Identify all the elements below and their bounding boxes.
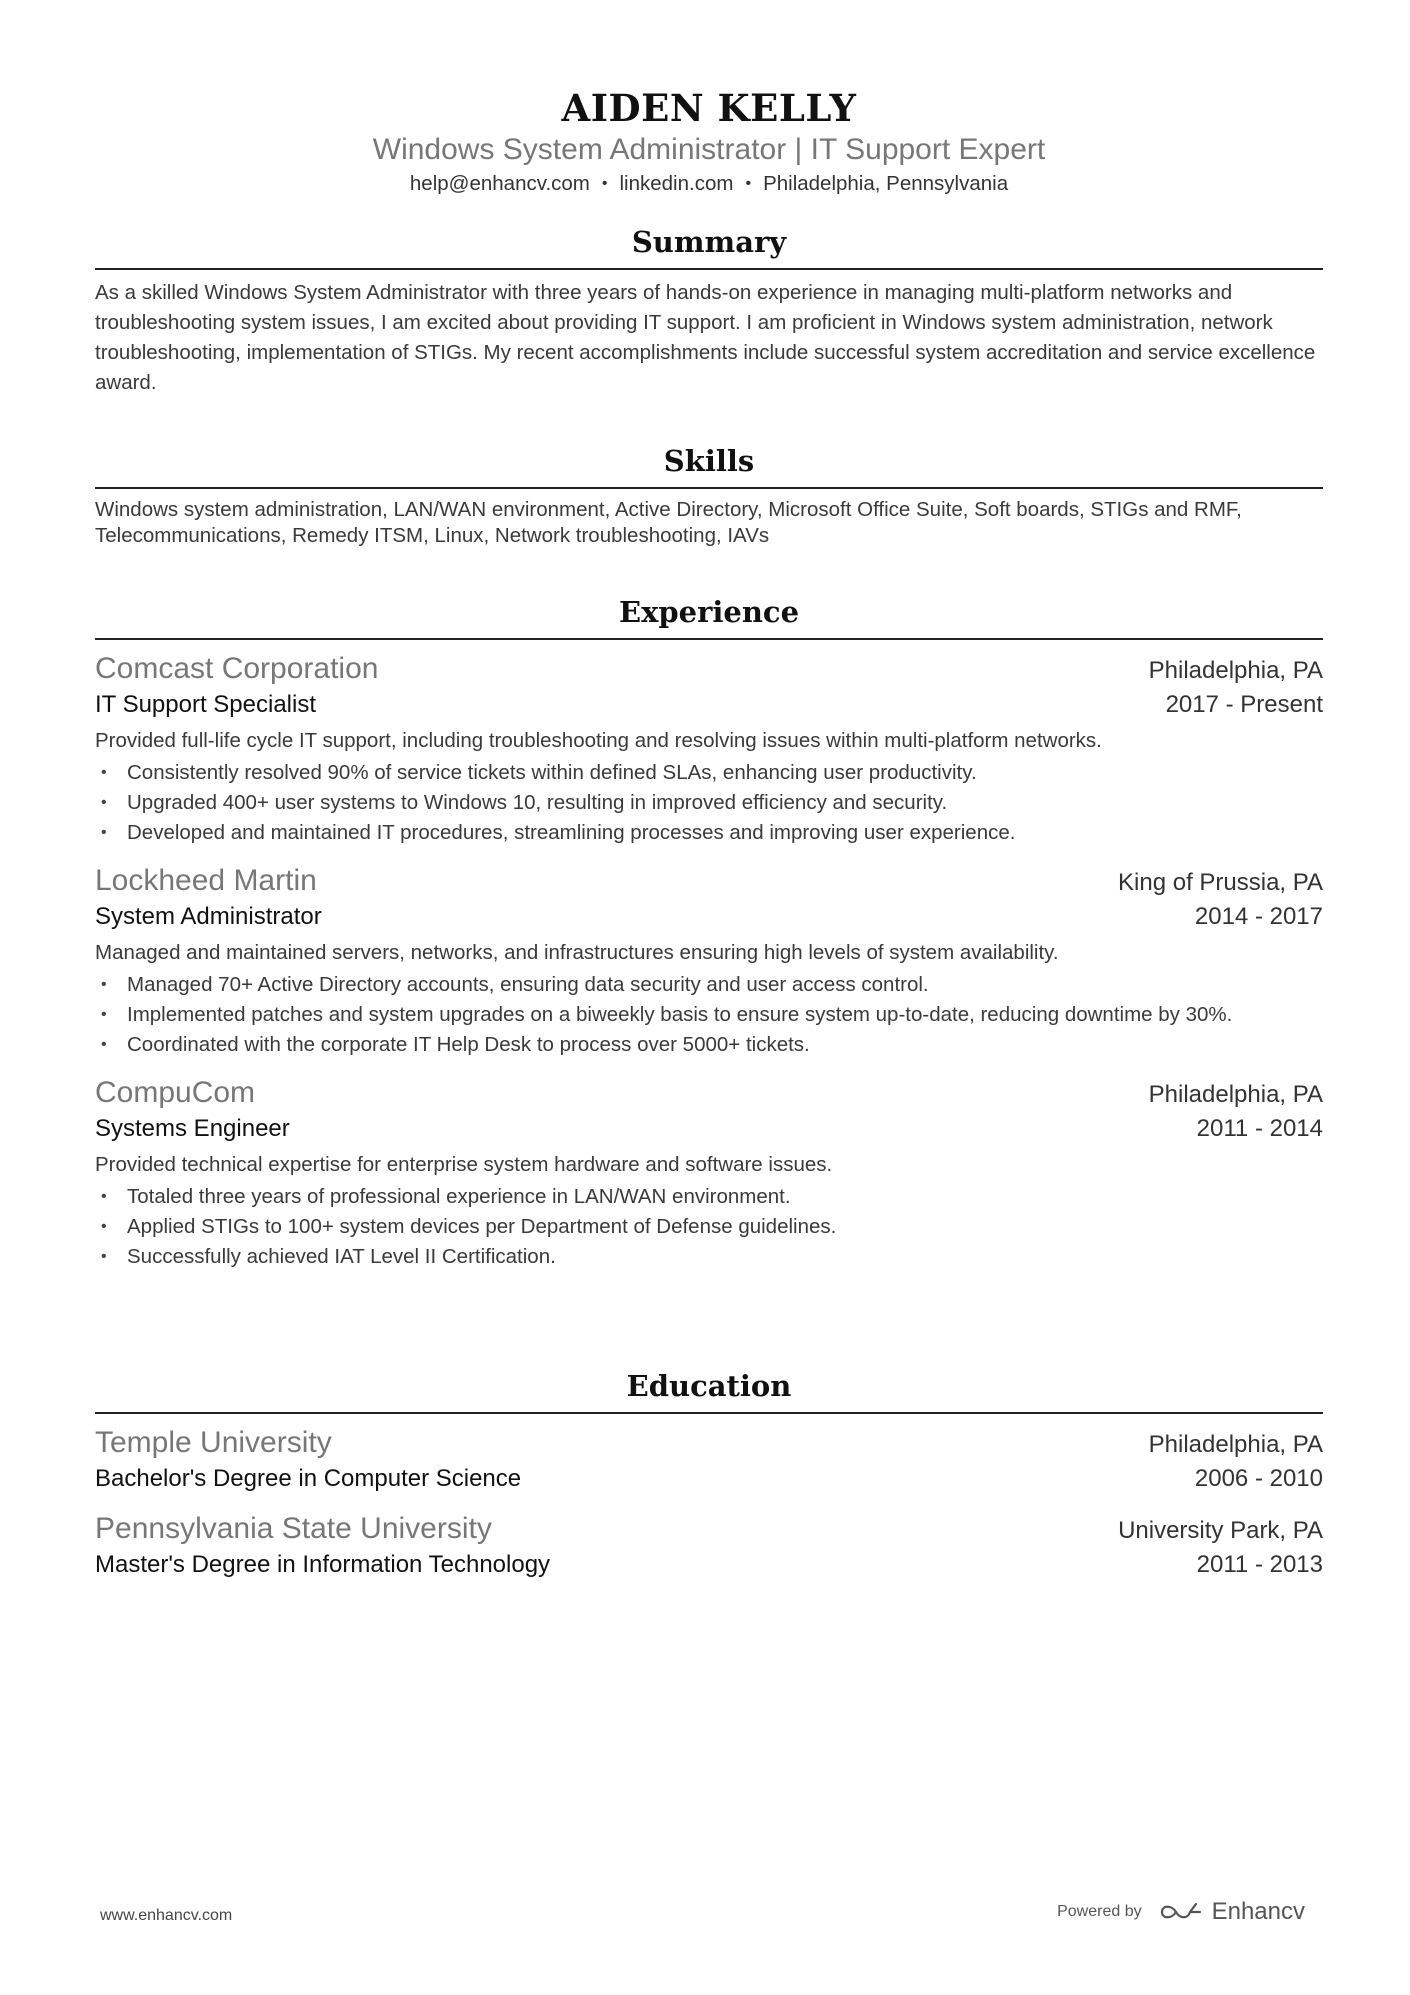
list-item: • Developed and maintained IT procedures, streamlining processes and improving user experience. — [127, 818, 1323, 848]
skills-section — [95, 441, 1323, 549]
job-bullets — [95, 1182, 1323, 1272]
education-section — [95, 1366, 1323, 1582]
list-item: • Implemented patches and system upgrades on a biweekly basis to ensure system up-to-date, reducing downtime by 30%. — [127, 1000, 1323, 1030]
job-role: System Administrator — [95, 903, 322, 930]
contact-location: Philadelphia, Pennsylvania — [763, 172, 1009, 195]
degree-name: Master's Degree in Information Technology — [95, 1551, 551, 1578]
list-item: • Upgraded 400+ user systems to Windows 10, resulting in improved efficiency and security. — [127, 788, 1323, 818]
job-location: Philadelphia, PA — [1148, 657, 1323, 684]
contact-email[interactable]: help@enhancv.com — [409, 172, 590, 195]
education-entry — [95, 1510, 1323, 1582]
summary-text: As a skilled Windows System Administrator with three years of hands-on experience in managing multi-platform networks and troubleshooting system issues, I am excited about providing IT support. I am proficient in Windows system administration, network troubleshooting, implementation of STIGs. My recent accomplishments include successful system accreditation and service excellence award. — [95, 281, 1316, 394]
job-location: Philadelphia, PA — [1148, 1081, 1323, 1108]
school-dates: 2006 - 2010 — [1194, 1465, 1323, 1492]
list-item: • Coordinated with the corporate IT Help Desk to process over 5000+ tickets. — [127, 1030, 1323, 1060]
candidate-name: AIDEN KELLY — [561, 86, 857, 130]
summary-section — [95, 222, 1323, 398]
job-bullets — [95, 758, 1323, 848]
resume-page — [95, 0, 1323, 1578]
candidate-title: Windows System Administrator | IT Support Expert — [372, 133, 1046, 166]
job-description: Provided technical expertise for enterprise system hardware and software issues. — [95, 1153, 833, 1176]
school-location: University Park, PA — [1118, 1517, 1323, 1544]
summary-heading: Summary — [95, 222, 1323, 270]
list-item: • Successfully achieved IAT Level II Certification. — [127, 1242, 1323, 1272]
skills-heading: Skills — [95, 441, 1323, 489]
job-role: Systems Engineer — [95, 1115, 290, 1142]
powered-by-label: Powered by — [1057, 1903, 1142, 1920]
list-item: • Consistently resolved 90% of service tickets within defined SLAs, enhancing user productivity. — [127, 758, 1323, 788]
job-location: King of Prussia, PA — [1118, 869, 1323, 896]
education-heading: Education — [95, 1366, 1323, 1414]
contact-linkedin[interactable]: linkedin.com — [619, 172, 734, 195]
list-item: • Applied STIGs to 100+ system devices per Department of Defense guidelines. — [127, 1212, 1323, 1242]
separator-dot-icon: • — [601, 175, 608, 192]
school-name: Pennsylvania State University — [95, 1512, 492, 1545]
job-dates: 2014 - 2017 — [1194, 903, 1323, 930]
education-entry — [95, 1424, 1323, 1496]
job-role: IT Support Specialist — [95, 691, 317, 718]
company-name: CompuCom — [95, 1076, 256, 1109]
list-item: • Totaled three years of professional experience in LAN/WAN environment. — [127, 1182, 1323, 1212]
school-name: Temple University — [95, 1426, 332, 1459]
experience-entry — [95, 1074, 1323, 1272]
experience-heading: Experience — [95, 592, 1323, 640]
experience-entry — [95, 650, 1323, 848]
job-description: Provided full-life cycle IT support, including troubleshooting and resolving issues within multi-platform networks. — [95, 729, 1102, 752]
separator-dot-icon: • — [745, 175, 752, 192]
degree-name: Bachelor's Degree in Computer Science — [95, 1465, 522, 1492]
job-bullets — [95, 970, 1323, 1060]
job-description: Managed and maintained servers, networks, and infrastructures ensuring high levels of system availability. — [95, 941, 1059, 964]
job-dates: 2011 - 2014 — [1196, 1115, 1323, 1142]
enhancv-logo-icon — [1158, 1900, 1204, 1924]
school-dates: 2011 - 2013 — [1196, 1551, 1323, 1578]
experience-entry — [95, 862, 1323, 1060]
enhancv-logo[interactable] — [1158, 1898, 1305, 1926]
experience-section — [95, 592, 1323, 1272]
list-item: • Managed 70+ Active Directory accounts, ensuring data security and user access control. — [127, 970, 1323, 1000]
brand-name: Enhancv — [1211, 1898, 1305, 1925]
company-name: Comcast Corporation — [95, 652, 379, 685]
footer-branding — [1057, 1898, 1305, 1926]
footer-website[interactable]: www.enhancv.com — [100, 1907, 233, 1924]
skills-text: Windows system administration, LAN/WAN environment, Active Directory, Microsoft Office Suite, Soft boards, STIGs and RMF, Telecommunications, Remedy ITSM, Linux, Network troubleshooting, IAVs — [95, 498, 1242, 547]
contact-line — [95, 170, 1323, 198]
company-name: Lockheed Martin — [95, 864, 317, 897]
resume-header — [95, 0, 1323, 198]
school-location: Philadelphia, PA — [1148, 1431, 1323, 1458]
job-dates: 2017 - Present — [1165, 691, 1323, 718]
